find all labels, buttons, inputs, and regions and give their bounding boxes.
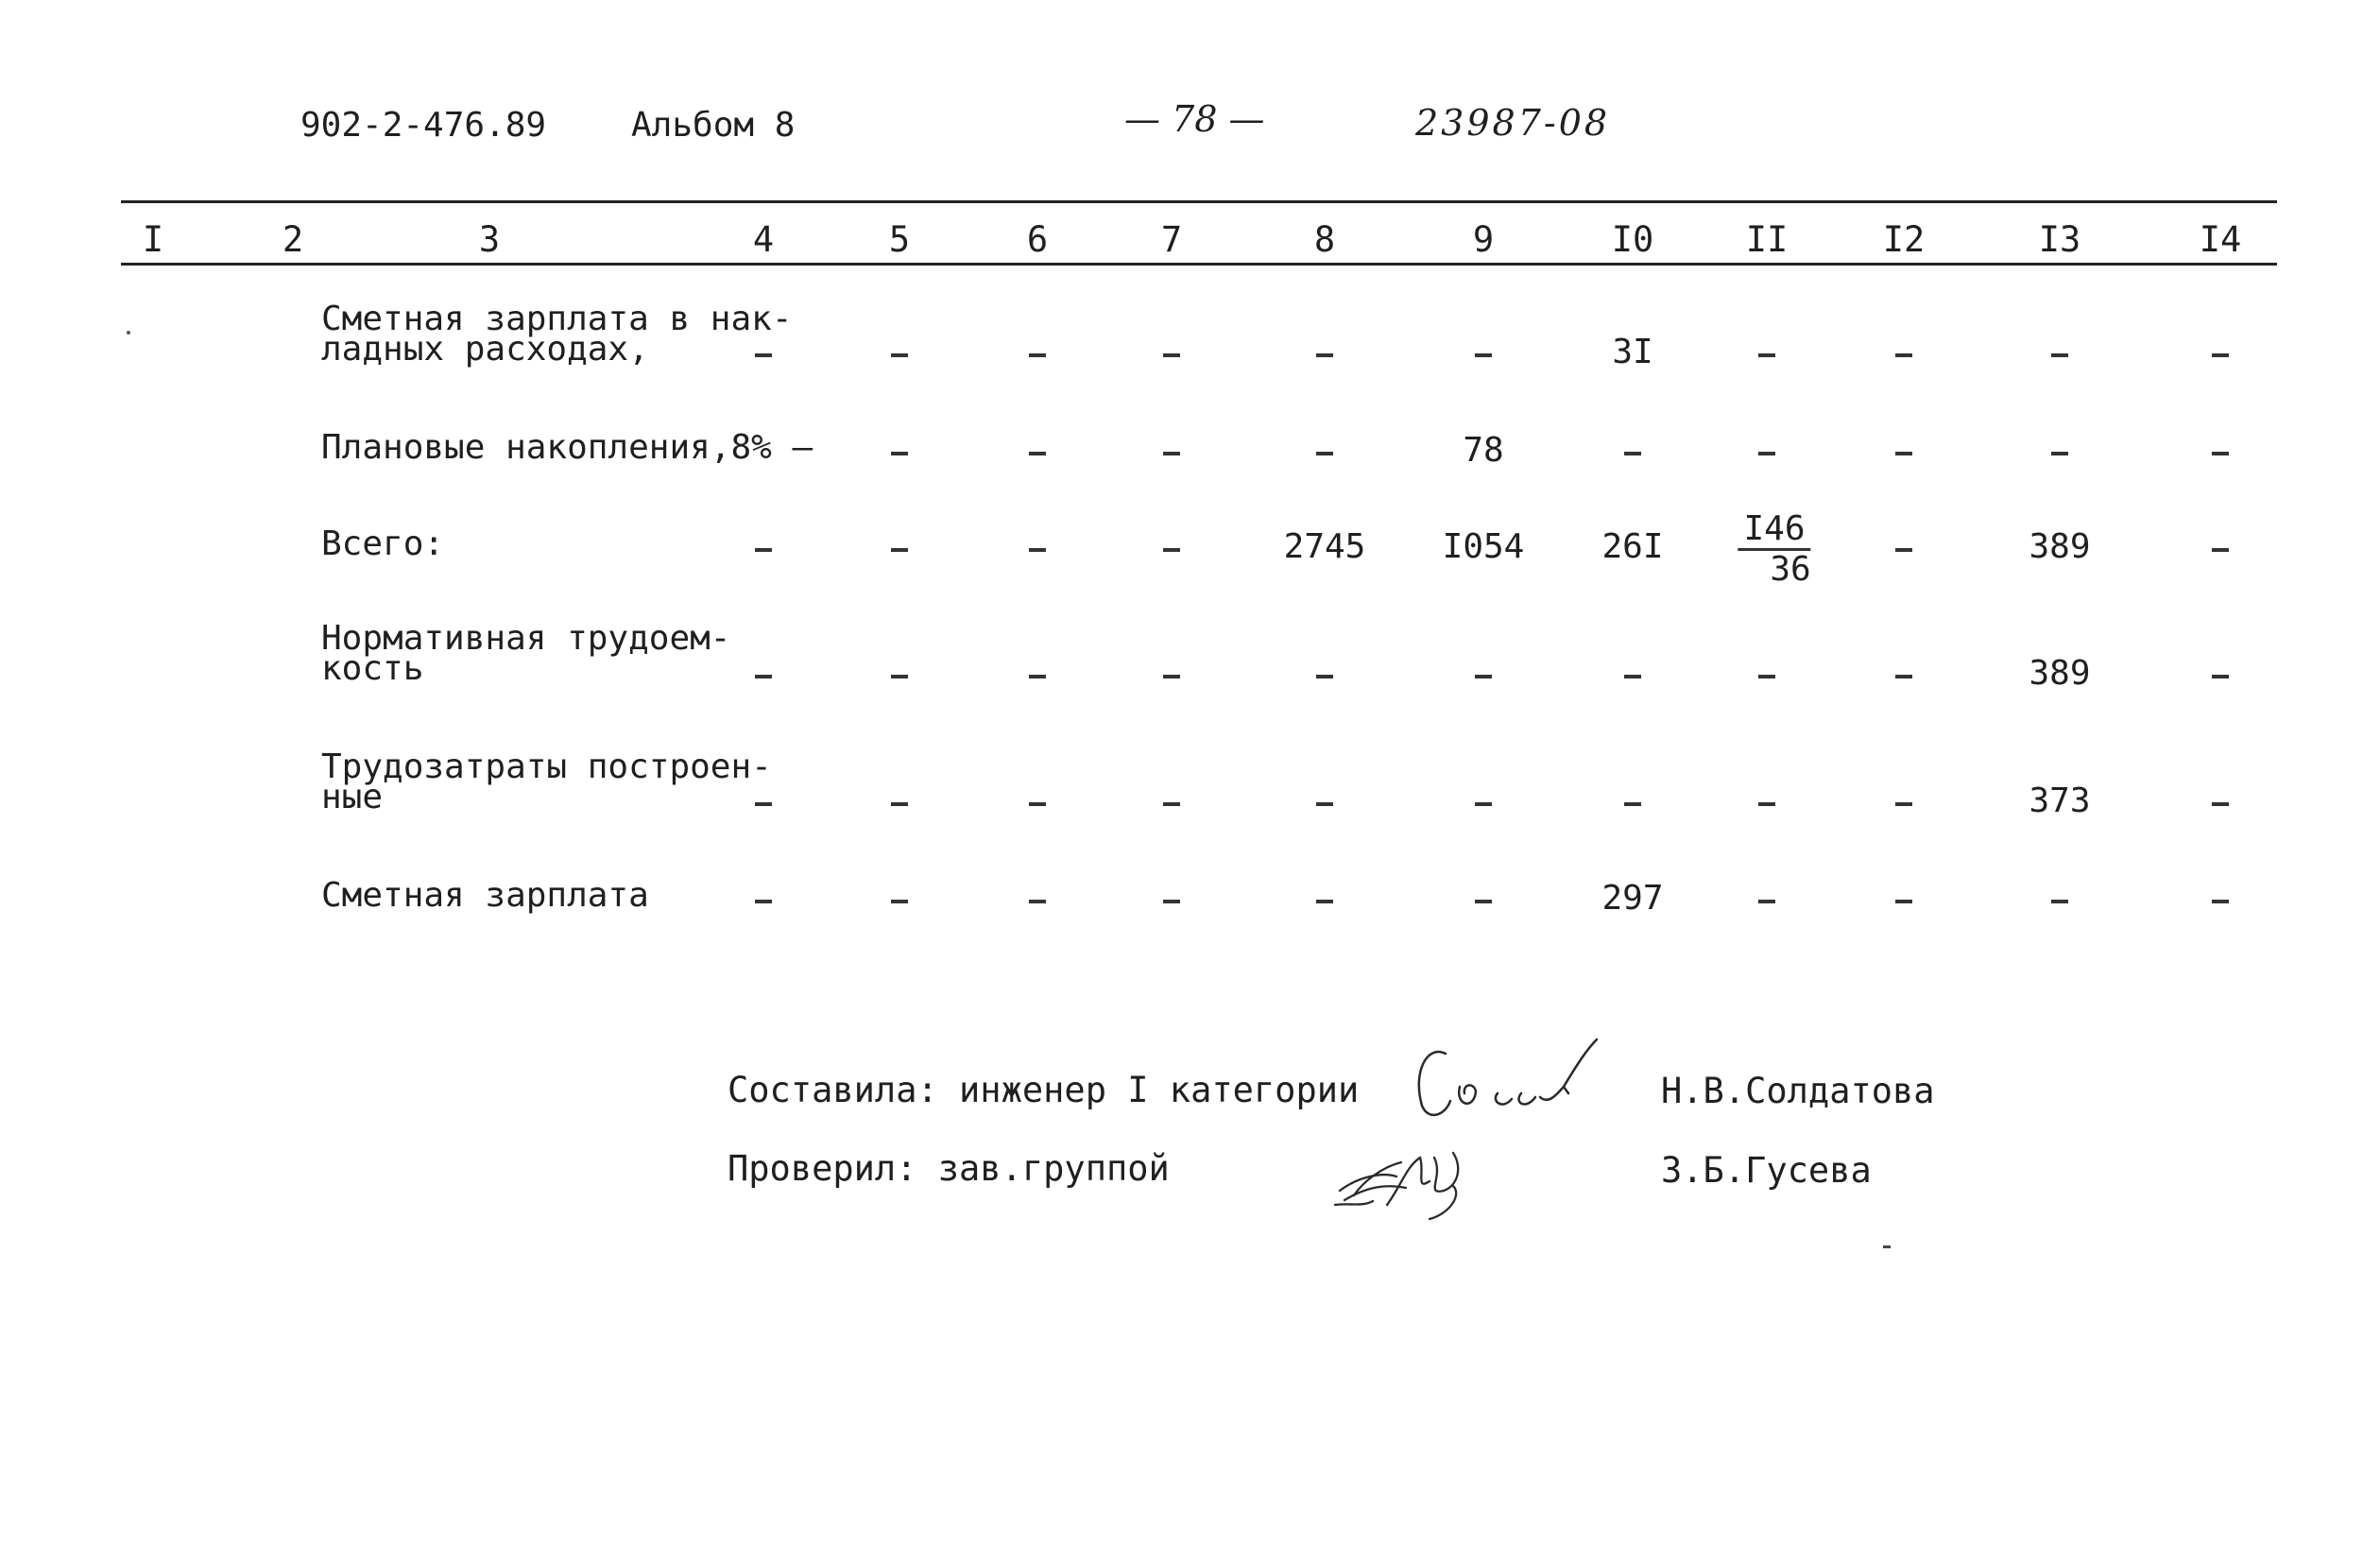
value-cell: 373	[2029, 782, 2091, 820]
empty-cell-dash	[1316, 675, 1333, 678]
column-number: I	[142, 219, 164, 260]
empty-cell-dash	[1029, 675, 1046, 678]
empty-cell-dash	[891, 900, 908, 903]
empty-cell-dash	[1475, 353, 1492, 357]
empty-cell-dash	[1029, 548, 1046, 552]
empty-cell-dash	[1029, 900, 1046, 903]
empty-cell-dash	[755, 900, 772, 903]
empty-cell-dash	[1895, 452, 1912, 455]
empty-cell-dash	[1163, 900, 1180, 903]
empty-cell-dash	[1163, 353, 1180, 357]
empty-cell-dash	[1758, 452, 1775, 455]
empty-cell-dash	[2212, 452, 2229, 455]
empty-cell-dash	[2051, 353, 2068, 357]
empty-cell-dash	[2212, 675, 2229, 678]
value-cell: 78	[1463, 431, 1504, 470]
empty-cell-dash	[1029, 802, 1046, 806]
empty-cell-dash	[1163, 675, 1180, 678]
column-number: I0	[1611, 219, 1654, 260]
table-top-rule	[121, 200, 2277, 203]
empty-cell-dash	[891, 802, 908, 806]
empty-cell-dash	[1758, 353, 1775, 357]
doc-code: 902-2-476.89	[300, 106, 547, 145]
compiler-signature	[1408, 1035, 1625, 1125]
empty-cell-dash	[2051, 900, 2068, 903]
value-cell: I054	[1442, 527, 1525, 566]
empty-cell-dash	[1895, 353, 1912, 357]
empty-cell-dash	[1758, 900, 1775, 903]
empty-cell-dash	[1895, 802, 1912, 806]
column-number: 5	[888, 219, 911, 260]
empty-cell-dash	[1316, 452, 1333, 455]
column-number: II	[1745, 219, 1789, 260]
row-label: Сметная зарплата	[321, 876, 649, 915]
column-number: I4	[2199, 219, 2242, 260]
compiled-by-label: Составила: инженер I категории	[728, 1070, 1360, 1110]
column-number: 4	[752, 219, 775, 260]
empty-cell-dash	[891, 548, 908, 552]
row-label: Всего:	[321, 524, 445, 563]
fraction-numerator: I46	[1738, 510, 1810, 551]
album-label: Альбом 8	[631, 106, 796, 145]
table-header-rule	[121, 263, 2277, 266]
checked-by-name: З.Б.Гусева	[1661, 1150, 1872, 1191]
speck	[127, 331, 130, 335]
empty-cell-dash	[2212, 353, 2229, 357]
column-number: 9	[1472, 219, 1495, 260]
row-label: Нормативная трудоем- кость	[321, 619, 731, 688]
value-cell: 3I	[1612, 333, 1653, 371]
empty-cell-dash	[1163, 548, 1180, 552]
empty-cell-dash	[1758, 675, 1775, 678]
empty-cell-dash	[2212, 900, 2229, 903]
column-number: I3	[2038, 219, 2081, 260]
compiled-by-name: Н.В.Солдатова	[1661, 1071, 1935, 1111]
empty-cell-dash	[891, 353, 908, 357]
page-marker: — 78 —	[1124, 98, 1265, 140]
empty-cell-dash	[2051, 452, 2068, 455]
column-number: I2	[1882, 219, 1926, 260]
fraction-cell	[1738, 510, 1810, 589]
empty-cell-dash	[1316, 802, 1333, 806]
value-cell: 2745	[1283, 527, 1366, 566]
empty-cell-dash	[1316, 900, 1333, 903]
empty-cell-dash	[1624, 802, 1641, 806]
row-label: Трудозатраты построен- ные	[321, 747, 772, 816]
empty-cell-dash	[2212, 802, 2229, 806]
empty-cell-dash	[1895, 900, 1912, 903]
column-number: 2	[282, 219, 304, 260]
empty-cell-dash	[1316, 353, 1333, 357]
empty-cell-dash	[755, 675, 772, 678]
empty-cell-dash	[1758, 802, 1775, 806]
empty-cell-dash	[1163, 802, 1180, 806]
value-cell: 389	[2029, 654, 2091, 693]
empty-cell-dash	[1624, 452, 1641, 455]
value-cell: 26I	[1601, 527, 1664, 566]
fraction-denominator: 36	[1770, 550, 1811, 589]
empty-cell-dash	[755, 802, 772, 806]
empty-cell-dash	[1029, 452, 1046, 455]
column-number: 8	[1313, 219, 1336, 260]
empty-cell-dash	[2212, 548, 2229, 552]
empty-cell-dash	[891, 675, 908, 678]
inventory-number: 23987-08	[1415, 102, 1611, 144]
empty-cell-dash	[755, 548, 772, 552]
empty-cell-dash	[1895, 675, 1912, 678]
value-cell: 389	[2029, 527, 2091, 566]
row-label: Сметная зарплата в нак- ладных расходах,	[321, 300, 793, 369]
empty-cell-dash	[755, 353, 772, 357]
empty-cell-dash	[1895, 548, 1912, 552]
empty-cell-dash	[1475, 802, 1492, 806]
empty-cell-dash	[891, 452, 908, 455]
empty-cell-dash	[1475, 675, 1492, 678]
column-number: 3	[478, 219, 501, 260]
speck	[1883, 1245, 1891, 1248]
empty-cell-dash	[1624, 675, 1641, 678]
empty-cell-dash	[1163, 452, 1180, 455]
checked-by-label: Проверил: зав.группой	[728, 1148, 1170, 1189]
value-cell: 297	[1601, 879, 1664, 918]
empty-cell-dash	[1029, 353, 1046, 357]
column-number: 6	[1026, 219, 1049, 260]
column-number: 7	[1160, 219, 1183, 260]
checker-signature	[1330, 1139, 1500, 1224]
row-label: Плановые накопления,8% –	[321, 428, 813, 467]
empty-cell-dash	[1475, 900, 1492, 903]
